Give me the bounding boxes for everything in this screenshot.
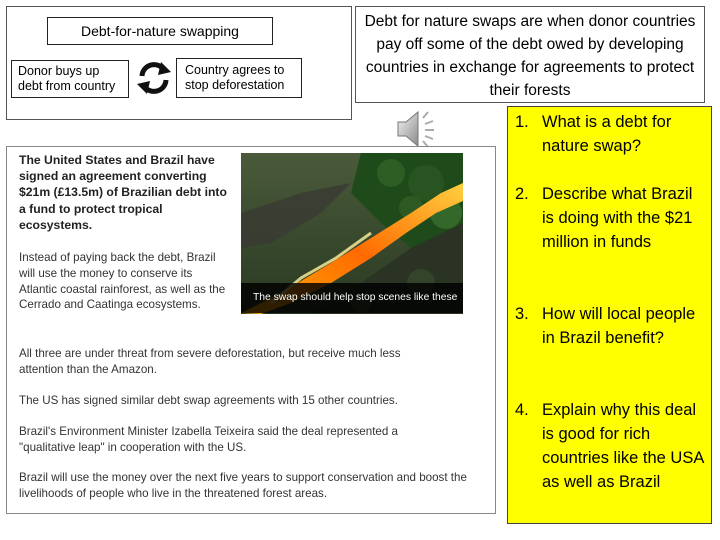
article-paragraph: Brazil will use the money over the next five years to support conservation and boost the livelihoods of people who live in the threatened forest areas. bbox=[19, 471, 467, 500]
question-text: How will local people in Brazil benefit? bbox=[542, 305, 696, 347]
question-item bbox=[515, 302, 707, 350]
article-paragraph: The US has signed similar debt swap agreements with 15 other countries. bbox=[19, 394, 398, 407]
question-item bbox=[515, 398, 707, 494]
article-paragraph: Brazil's Environment Minister Izabella Teixeira said the deal represented a "qualitative leap" in cooperation with the US. bbox=[19, 425, 398, 454]
question-item bbox=[515, 182, 707, 254]
question-text: Describe what Brazil is doing with the $21 million in funds bbox=[542, 185, 693, 251]
question-text: What is a debt for nature swap? bbox=[542, 113, 672, 155]
cycle-arrows-icon bbox=[134, 58, 174, 98]
diagram-title: Debt-for-nature swapping bbox=[47, 17, 273, 45]
question-number: 4. bbox=[515, 401, 529, 419]
article-headline: The United States and Brazil have signed an agreement converting $21m (£13.5m) of Brazilian debt into a fund to protect tropical ecosystems. bbox=[19, 153, 227, 232]
definition-text: Debt for nature swaps are when donor countries pay off some of the debt owed by developing countries in exchange for agreements to protect their forests bbox=[355, 6, 705, 103]
question-number: 3. bbox=[515, 305, 529, 323]
photo-caption: The swap should help stop scenes like these bbox=[241, 283, 463, 313]
question-number: 2. bbox=[515, 185, 529, 203]
question-number: 1. bbox=[515, 113, 529, 131]
donor-box: Donor buys up debt from country bbox=[11, 60, 129, 98]
article-paragraph: Instead of paying back the debt, Brazil will use the money to conserve its Atlantic coastal rainforest, as well as the Cerrado and Caatinga ecosystems. bbox=[19, 251, 226, 312]
article-paragraph: All three are under threat from severe deforestation, but receive much less attention than the Amazon. bbox=[19, 347, 401, 376]
country-box: Country agrees to stop deforestation bbox=[176, 58, 302, 98]
question-item bbox=[515, 110, 707, 158]
question-text: Explain why this deal is good for rich countries like the USA as well as Brazil bbox=[542, 401, 704, 491]
